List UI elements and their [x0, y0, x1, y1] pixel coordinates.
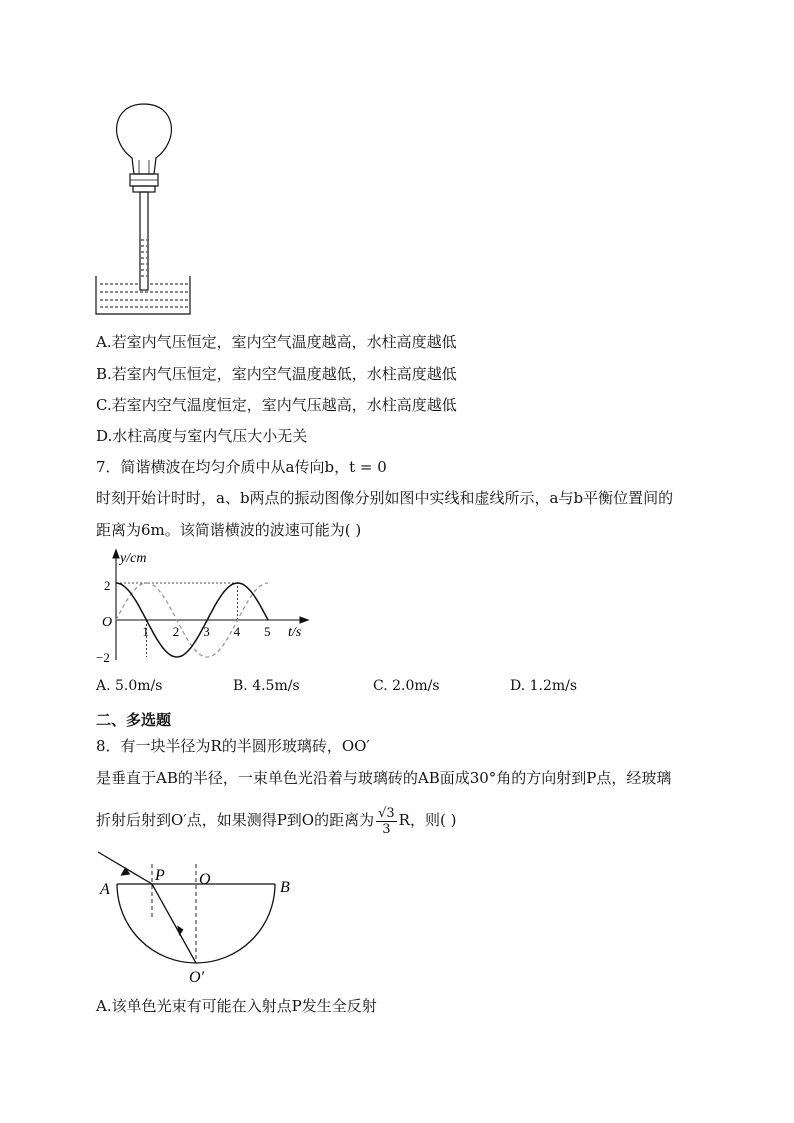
incident-arrow [119, 866, 130, 875]
label-a: A [100, 881, 110, 898]
q6-option-b: B.若室内气压恒定，室内空气温度越低，水柱高度越低 [96, 365, 457, 383]
q7-option-c: C. 2.0m/s [373, 678, 440, 694]
semicircle-glass-figure [92, 848, 312, 990]
section-title: 二、多选题 [96, 711, 172, 729]
y-tick-label-neg2: −2 [96, 650, 110, 665]
q6-option-a: A.若室内气压恒定，室内空气温度越高，水柱高度越低 [96, 333, 457, 351]
x-axis-arrow [300, 617, 308, 623]
x-tick-label: 5 [264, 624, 271, 639]
q7-stem-line3: 距离为6m。该简谐横波的波速可能为( ) [96, 521, 362, 539]
x-tick-label: 1 [142, 624, 149, 639]
sqrt3-over-3-fraction [376, 806, 397, 837]
fraction-numerator: √3 [378, 805, 395, 821]
q7-option-d: D. 1.2m/s [510, 678, 578, 694]
refracted-ray [152, 884, 196, 963]
label-o: O [199, 871, 211, 888]
y-axis-label: y/cm [120, 551, 147, 566]
origin-label: O [102, 615, 113, 630]
q8-line3-before: 折射后射到O′点，如果测得P到O的距离为 [96, 811, 375, 829]
bulb-apparatus-figure [90, 100, 200, 320]
q7-stem-line2: 时刻开始计时时，a、b两点的振动图像分别如图中实线和虚线所示，a与b平衡位置间的 [96, 489, 674, 507]
q6-option-d: D.水柱高度与室内气压大小无关 [96, 427, 308, 445]
x-tick-label: 4 [233, 624, 241, 639]
q8-option-a: A.该单色光束有可能在入射点P发生全反射 [96, 997, 377, 1015]
label-o-prime: O′ [189, 969, 205, 986]
q7-stem-line1: 7．简谐横波在均匀介质中从a传向b，t = 0 [96, 458, 387, 476]
q8-line3-after: R，则( ) [398, 811, 457, 829]
x-tick-label: 3 [203, 624, 210, 639]
q8-stem-line1: 8．有一块半径为R的半圆形玻璃砖，OO′ [96, 737, 370, 755]
q8-stem-line3 [96, 800, 456, 840]
label-p: P [155, 867, 165, 884]
y-tick-label-2: 2 [104, 578, 111, 593]
vibration-graph [92, 548, 322, 674]
y-axis-arrow [113, 550, 119, 558]
q7-option-b: B. 4.5m/s [233, 678, 300, 694]
label-b: B [280, 879, 290, 896]
glass-tube [140, 192, 148, 290]
glass-bulb [117, 104, 172, 174]
q8-stem-line2: 是垂直于AB的半径，一束单色光沿着与玻璃砖的AB面成30°角的方向射到P点，经玻璃 [96, 769, 672, 787]
q7-option-a: A. 5.0m/s [96, 678, 163, 694]
fraction-denominator: 3 [382, 821, 391, 837]
water-trough [96, 276, 190, 314]
q6-option-c: C.若室内空气温度恒定，室内气压越高，水柱高度越低 [96, 396, 457, 414]
x-axis-label: t/s [288, 625, 302, 640]
x-tick-label: 2 [172, 624, 180, 639]
